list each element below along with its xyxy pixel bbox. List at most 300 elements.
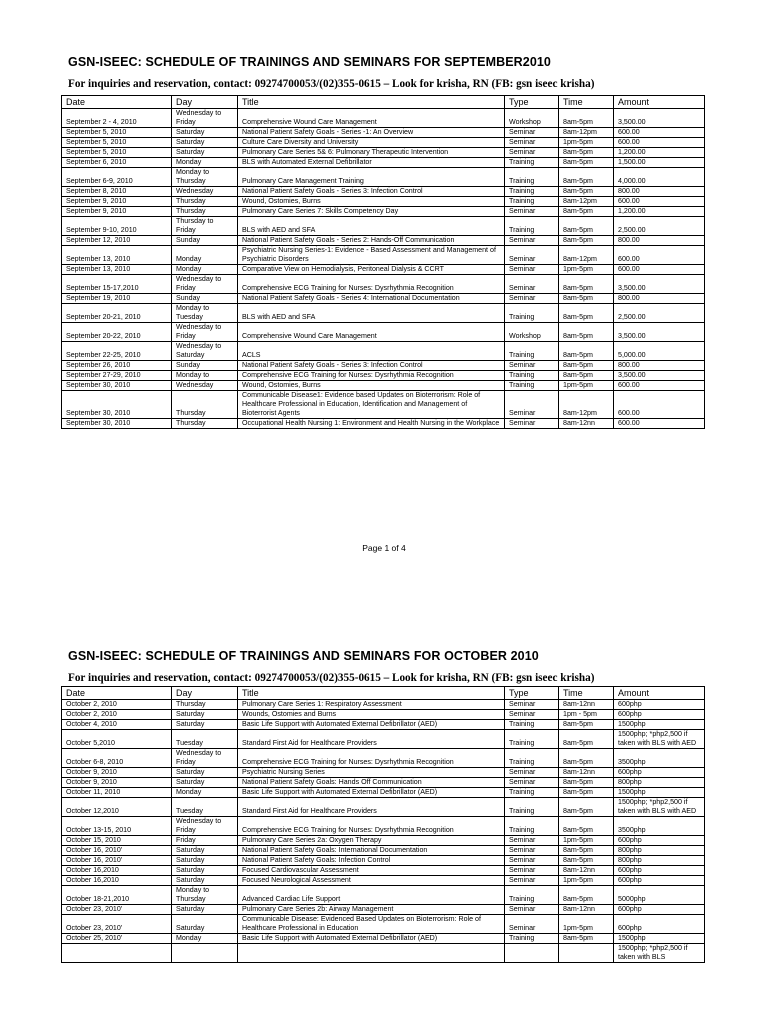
type-cell: Training (505, 730, 559, 749)
type-cell: Seminar (505, 361, 559, 371)
day-cell: Thursday (172, 207, 238, 217)
table-row (62, 148, 705, 158)
type-cell: Training (505, 217, 559, 236)
time-cell: 8am-12pm (559, 128, 614, 138)
type-cell: Seminar (505, 768, 559, 778)
amount-cell: 600php (614, 915, 705, 934)
time-cell: 8am-5pm (559, 788, 614, 798)
title-cell: Pulmonary Care Series 7: Skills Competency Day (238, 207, 505, 217)
table-row (62, 876, 705, 886)
table-row (62, 294, 705, 304)
amount-cell: 800.00 (614, 294, 705, 304)
title-cell: National Patient Safety Goals: International Documentation (238, 846, 505, 856)
amount-cell: 1,500.00 (614, 158, 705, 168)
type-cell: Seminar (505, 915, 559, 934)
amount-cell: 3,500.00 (614, 323, 705, 342)
table-row (62, 798, 705, 817)
table-row (62, 788, 705, 798)
day-cell: Saturday (172, 846, 238, 856)
table-row (62, 856, 705, 866)
date-cell: September 30, 2010 (62, 391, 172, 419)
amount-cell: 1500php (614, 788, 705, 798)
title-cell: Pulmonary Care Series 1: Respiratory Assessment (238, 700, 505, 710)
column-header-day: Day (172, 96, 238, 109)
type-cell: Seminar (505, 905, 559, 915)
title-cell: Pulmonary Care Management Training (238, 168, 505, 187)
date-cell: October 9, 2010 (62, 768, 172, 778)
date-cell: October 15, 2010 (62, 836, 172, 846)
october-schedule-table (61, 686, 705, 963)
amount-cell: 3500php (614, 749, 705, 768)
table-row (62, 168, 705, 187)
time-cell: 8am-5pm (559, 109, 614, 128)
day-cell: Thursday (172, 391, 238, 419)
table-row (62, 836, 705, 846)
column-header-day: Day (172, 687, 238, 700)
date-cell: October 16,2010 (62, 866, 172, 876)
header-row (62, 687, 705, 700)
column-header-title: Title (238, 96, 505, 109)
table-row (62, 730, 705, 749)
table-row (62, 158, 705, 168)
date-cell: September 13, 2010 (62, 265, 172, 275)
september-schedule-table (61, 95, 705, 429)
time-cell: 1pm-5pm (559, 138, 614, 148)
day-cell: Saturday (172, 905, 238, 915)
type-cell: Seminar (505, 275, 559, 294)
date-cell: October 12,2010 (62, 798, 172, 817)
date-cell: September 9, 2010 (62, 197, 172, 207)
title-cell: ACLS (238, 342, 505, 361)
table-row (62, 109, 705, 128)
table-row (62, 934, 705, 944)
title-cell: Advanced Cardiac Life Support (238, 886, 505, 905)
type-cell: Seminar (505, 856, 559, 866)
date-cell: October 6-8, 2010 (62, 749, 172, 768)
contact-line: For inquiries and reservation, contact: 09274700053/(02)355-0615 – Look for krisha, RN (FB: gsn iseec krisha) (68, 78, 595, 90)
time-cell: 8am-5pm (559, 158, 614, 168)
date-cell: October 13-15, 2010 (62, 817, 172, 836)
day-cell: Tuesday (172, 798, 238, 817)
amount-cell: 3500php (614, 817, 705, 836)
amount-cell: 600php (614, 768, 705, 778)
time-cell: 8am-5pm (559, 720, 614, 730)
time-cell: 8am-5pm (559, 361, 614, 371)
column-header-time: Time (559, 96, 614, 109)
amount-cell: 600php (614, 876, 705, 886)
day-cell: Saturday (172, 876, 238, 886)
page-title: GSN-ISEEC: SCHEDULE OF TRAININGS AND SEMINARS FOR OCTOBER 2010 (68, 649, 539, 663)
day-cell: Monday (172, 788, 238, 798)
time-cell: 8am-5pm (559, 168, 614, 187)
date-cell: October 2, 2010 (62, 700, 172, 710)
time-cell: 8am-5pm (559, 778, 614, 788)
amount-cell: 600.00 (614, 246, 705, 265)
time-cell: 8am-5pm (559, 846, 614, 856)
table-row (62, 866, 705, 876)
date-cell: October 9, 2010 (62, 778, 172, 788)
time-cell: 1pm-5pm (559, 915, 614, 934)
time-cell: 8am-5pm (559, 342, 614, 361)
date-cell: October 2, 2010 (62, 710, 172, 720)
day-cell: Wednesday to Friday (172, 275, 238, 294)
day-cell: Wednesday to Friday (172, 817, 238, 836)
table-row (62, 886, 705, 905)
date-cell: September 9-10, 2010 (62, 217, 172, 236)
time-cell: 8am-12nn (559, 700, 614, 710)
column-header-type: Type (505, 687, 559, 700)
date-cell: September 8, 2010 (62, 187, 172, 197)
amount-cell: 800.00 (614, 187, 705, 197)
type-cell: Workshop (505, 323, 559, 342)
title-cell: Pulmonary Care Series 2a: Oxygen Therapy (238, 836, 505, 846)
title-cell: Focused Cardiovascular Assessment (238, 866, 505, 876)
amount-cell: 600.00 (614, 197, 705, 207)
column-header-time: Time (559, 687, 614, 700)
table-row (62, 304, 705, 323)
time-cell: 8am-5pm (559, 275, 614, 294)
title-cell: Culture Care Diversity and University (238, 138, 505, 148)
time-cell: 8am-5pm (559, 187, 614, 197)
amount-cell: 1500php (614, 934, 705, 944)
title-cell: National Patient Safety Goals: Hands Off Communication (238, 778, 505, 788)
date-cell: October 5,2010 (62, 730, 172, 749)
amount-cell: 600.00 (614, 391, 705, 419)
amount-cell: 800php (614, 846, 705, 856)
table-row (62, 187, 705, 197)
day-cell: Wednesday to Friday (172, 323, 238, 342)
date-cell: October 23, 2010' (62, 915, 172, 934)
day-cell: Saturday (172, 778, 238, 788)
time-cell: 1pm-5pm (559, 876, 614, 886)
time-cell: 8am-12nn (559, 768, 614, 778)
date-cell: September 26, 2010 (62, 361, 172, 371)
table-row (62, 419, 705, 429)
header-row (62, 96, 705, 109)
table-row (62, 944, 705, 963)
date-cell: September 15-17,2010 (62, 275, 172, 294)
title-cell: National Patient Safety Goals - Series -1: An Overview (238, 128, 505, 138)
amount-cell: 4,000.00 (614, 168, 705, 187)
time-cell: 1pm-5pm (559, 836, 614, 846)
date-cell: October 16,2010 (62, 876, 172, 886)
title-cell: National Patient Safety Goals - Series 4: International Documentation (238, 294, 505, 304)
date-cell (62, 944, 172, 963)
day-cell: Saturday (172, 138, 238, 148)
day-cell: Saturday (172, 866, 238, 876)
amount-cell: 1,200.00 (614, 207, 705, 217)
day-cell: Saturday (172, 915, 238, 934)
title-cell: BLS with AED and SFA (238, 304, 505, 323)
table-row (62, 128, 705, 138)
page-title: GSN-ISEEC: SCHEDULE OF TRAININGS AND SEMINARS FOR SEPTEMBER2010 (68, 55, 551, 69)
title-cell: Basic Life Support with Automated External Defibrillator (AED) (238, 788, 505, 798)
time-cell: 8am-12pm (559, 391, 614, 419)
type-cell: Seminar (505, 148, 559, 158)
type-cell: Training (505, 158, 559, 168)
day-cell: Saturday (172, 856, 238, 866)
date-cell: September 9, 2010 (62, 207, 172, 217)
day-cell: Monday (172, 934, 238, 944)
day-cell (172, 944, 238, 963)
date-cell: October 11, 2010 (62, 788, 172, 798)
amount-cell: 1500php; *php2,500 if taken with BLS (614, 944, 705, 963)
date-cell: September 5, 2010 (62, 128, 172, 138)
amount-cell: 1500php (614, 720, 705, 730)
type-cell (505, 944, 559, 963)
day-cell: Monday to (172, 371, 238, 381)
column-header-title: Title (238, 687, 505, 700)
type-cell: Seminar (505, 207, 559, 217)
amount-cell: 1500php; *php2,500 if taken with BLS with AED (614, 798, 705, 817)
date-cell: September 5, 2010 (62, 138, 172, 148)
amount-cell: 5,000.00 (614, 342, 705, 361)
amount-cell: 1,200.00 (614, 148, 705, 158)
day-cell: Thursday to Friday (172, 217, 238, 236)
date-cell: October 23, 2010' (62, 905, 172, 915)
amount-cell: 3,500.00 (614, 371, 705, 381)
day-cell: Friday (172, 836, 238, 846)
day-cell: Monday (172, 246, 238, 265)
table-row (62, 236, 705, 246)
date-cell: September 2 - 4, 2010 (62, 109, 172, 128)
title-cell: Communicable Disease: Evidenced Based Updates on Bioterrorism: Role of Healthcare Professional in Education (238, 915, 505, 934)
day-cell: Monday (172, 158, 238, 168)
time-cell: 8am-5pm (559, 148, 614, 158)
column-header-date: Date (62, 96, 172, 109)
type-cell: Seminar (505, 876, 559, 886)
day-cell: Wednesday to Friday (172, 109, 238, 128)
type-cell: Training (505, 720, 559, 730)
day-cell: Sunday (172, 294, 238, 304)
amount-cell: 800php (614, 856, 705, 866)
title-cell: Standard First Aid for Healthcare Providers (238, 798, 505, 817)
title-cell: National Patient Safety Goals - Series 3: Infection Control (238, 361, 505, 371)
time-cell: 8am-5pm (559, 798, 614, 817)
type-cell: Seminar (505, 391, 559, 419)
table-row (62, 710, 705, 720)
time-cell: 8am-5pm (559, 207, 614, 217)
column-header-type: Type (505, 96, 559, 109)
day-cell: Saturday (172, 710, 238, 720)
type-cell: Seminar (505, 866, 559, 876)
date-cell: September 12, 2010 (62, 236, 172, 246)
day-cell: Sunday (172, 361, 238, 371)
table-row (62, 323, 705, 342)
title-cell: Basic Life Support with Automated External Defibrillator (AED) (238, 934, 505, 944)
contact-line: For inquiries and reservation, contact: 09274700053/(02)355-0615 – Look for krisha, RN (FB: gsn iseec krisha) (68, 672, 595, 684)
day-cell: Saturday (172, 768, 238, 778)
table-row (62, 846, 705, 856)
day-cell: Thursday (172, 700, 238, 710)
day-cell: Sunday (172, 236, 238, 246)
table-row (62, 817, 705, 836)
amount-cell: 1500php; *php2,500 if taken with BLS with AED (614, 730, 705, 749)
table-row (62, 246, 705, 265)
day-cell: Saturday (172, 148, 238, 158)
amount-cell: 5000php (614, 886, 705, 905)
title-cell: Wounds, Ostomies and Burns (238, 710, 505, 720)
title-cell: National Patient Safety Goals - Series 2: Hands-Off Communication (238, 236, 505, 246)
type-cell: Training (505, 798, 559, 817)
time-cell: 8am-5pm (559, 886, 614, 905)
table-row (62, 265, 705, 275)
title-cell: Psychiatric Nursing Series-1: Evidence - Based Assessment and Management of Psychiatric Disorders (238, 246, 505, 265)
table-row (62, 138, 705, 148)
time-cell: 8am-5pm (559, 217, 614, 236)
day-cell: Monday to Thursday (172, 168, 238, 187)
table-row (62, 342, 705, 361)
type-cell: Seminar (505, 700, 559, 710)
table-row (62, 905, 705, 915)
title-cell: Psychiatric Nursing Series (238, 768, 505, 778)
date-cell: October 18-21,2010 (62, 886, 172, 905)
type-cell: Seminar (505, 128, 559, 138)
amount-cell: 3,500.00 (614, 275, 705, 294)
title-cell: Comprehensive ECG Training for Nurses: Dysrhythmia Recognition (238, 749, 505, 768)
title-cell: Comprehensive ECG Training for Nurses: Dysrhythmia Recognition (238, 275, 505, 294)
type-cell: Training (505, 886, 559, 905)
date-cell: September 13, 2010 (62, 246, 172, 265)
day-cell: Thursday (172, 419, 238, 429)
title-cell: Comprehensive Wound Care Management (238, 109, 505, 128)
amount-cell: 2,500.00 (614, 304, 705, 323)
table-row (62, 391, 705, 419)
date-cell: September 19, 2010 (62, 294, 172, 304)
day-cell: Wednesday (172, 381, 238, 391)
title-cell: Focused Neurological Assessment (238, 876, 505, 886)
amount-cell: 600.00 (614, 128, 705, 138)
table-row (62, 207, 705, 217)
table-row (62, 778, 705, 788)
type-cell: Seminar (505, 778, 559, 788)
type-cell: Training (505, 187, 559, 197)
title-cell: Pulmonary Care Series 5& 6: Pulmonary Therapeutic Intervention (238, 148, 505, 158)
day-cell: Thursday (172, 197, 238, 207)
title-cell: Wound, Ostomies, Burns (238, 381, 505, 391)
title-cell: Standard First Aid for Healthcare Providers (238, 730, 505, 749)
type-cell: Seminar (505, 138, 559, 148)
title-cell (238, 944, 505, 963)
table-row (62, 361, 705, 371)
column-header-date: Date (62, 687, 172, 700)
time-cell: 1pm-5pm (559, 381, 614, 391)
type-cell: Seminar (505, 710, 559, 720)
table-row (62, 371, 705, 381)
table-row (62, 381, 705, 391)
title-cell: Comprehensive Wound Care Management (238, 323, 505, 342)
amount-cell: 600php (614, 700, 705, 710)
time-cell: 8am-5pm (559, 236, 614, 246)
date-cell: October 4, 2010 (62, 720, 172, 730)
time-cell: 8am-12nn (559, 419, 614, 429)
amount-cell: 600php (614, 710, 705, 720)
time-cell: 8am-5pm (559, 856, 614, 866)
title-cell: Communicable Disease1: Evidence based Updates on Bioterrorism: Role of Healthcare Professional in Education, Identification and Management of Bioterrorist Agents (238, 391, 505, 419)
date-cell: September 27-29, 2010 (62, 371, 172, 381)
type-cell: Training (505, 304, 559, 323)
table-row (62, 768, 705, 778)
time-cell: 8am-5pm (559, 371, 614, 381)
time-cell (559, 944, 614, 963)
date-cell: September 6-9, 2010 (62, 168, 172, 187)
date-cell: October 16, 2010' (62, 846, 172, 856)
table-row (62, 915, 705, 934)
title-cell: Wound, Ostomies, Burns (238, 197, 505, 207)
amount-cell: 600.00 (614, 265, 705, 275)
type-cell: Seminar (505, 846, 559, 856)
column-header-amount: Amount (614, 96, 705, 109)
amount-cell: 600.00 (614, 138, 705, 148)
amount-cell: 800php (614, 778, 705, 788)
title-cell: Basic Life Support with Automated External Defibrillator (AED) (238, 720, 505, 730)
table-row (62, 720, 705, 730)
amount-cell: 800.00 (614, 361, 705, 371)
time-cell: 8am-12nn (559, 905, 614, 915)
table-row (62, 217, 705, 236)
title-cell: Occupational Health Nursing 1: Environment and Health Nursing in the Workplace (238, 419, 505, 429)
title-cell: BLS with AED and SFA (238, 217, 505, 236)
table-row (62, 275, 705, 294)
type-cell: Seminar (505, 236, 559, 246)
table-row (62, 749, 705, 768)
amount-cell: 600php (614, 866, 705, 876)
time-cell: 1pm - 5pm (559, 710, 614, 720)
date-cell: October 25, 2010' (62, 934, 172, 944)
day-cell: Monday to Thursday (172, 886, 238, 905)
time-cell: 8am-5pm (559, 749, 614, 768)
day-cell: Wednesday to Saturday (172, 342, 238, 361)
amount-cell: 600.00 (614, 381, 705, 391)
day-cell: Monday (172, 265, 238, 275)
time-cell: 8am-5pm (559, 934, 614, 944)
date-cell: September 6, 2010 (62, 158, 172, 168)
day-cell: Tuesday (172, 730, 238, 749)
date-cell: September 20-22, 2010 (62, 323, 172, 342)
type-cell: Seminar (505, 419, 559, 429)
time-cell: 8am-5pm (559, 294, 614, 304)
time-cell: 8am-5pm (559, 323, 614, 342)
title-cell: Pulmonary Care Series 2b: Airway Management (238, 905, 505, 915)
title-cell: BLS with Automated External Defibrillator (238, 158, 505, 168)
date-cell: October 16, 2010' (62, 856, 172, 866)
table-row (62, 197, 705, 207)
table-row (62, 700, 705, 710)
title-cell: Comparative View on Hemodialysis, Peritoneal Dialysis & CCRT (238, 265, 505, 275)
type-cell: Training (505, 749, 559, 768)
amount-cell: 600php (614, 836, 705, 846)
type-cell: Seminar (505, 265, 559, 275)
title-cell: National Patient Safety Goals: Infection Control (238, 856, 505, 866)
day-cell: Saturday (172, 128, 238, 138)
time-cell: 8am-12pm (559, 197, 614, 207)
date-cell: September 20-21, 2010 (62, 304, 172, 323)
column-header-amount: Amount (614, 687, 705, 700)
type-cell: Training (505, 934, 559, 944)
type-cell: Seminar (505, 836, 559, 846)
amount-cell: 800.00 (614, 236, 705, 246)
day-cell: Saturday (172, 720, 238, 730)
time-cell: 8am-5pm (559, 817, 614, 836)
day-cell: Monday to Tuesday (172, 304, 238, 323)
time-cell: 8am-12nn (559, 866, 614, 876)
time-cell: 1pm-5pm (559, 265, 614, 275)
amount-cell: 600.00 (614, 419, 705, 429)
title-cell: Comprehensive ECG Training for Nurses: Dysrhythmia Recognition (238, 371, 505, 381)
type-cell: Training (505, 381, 559, 391)
day-cell: Wednesday (172, 187, 238, 197)
type-cell: Seminar (505, 294, 559, 304)
